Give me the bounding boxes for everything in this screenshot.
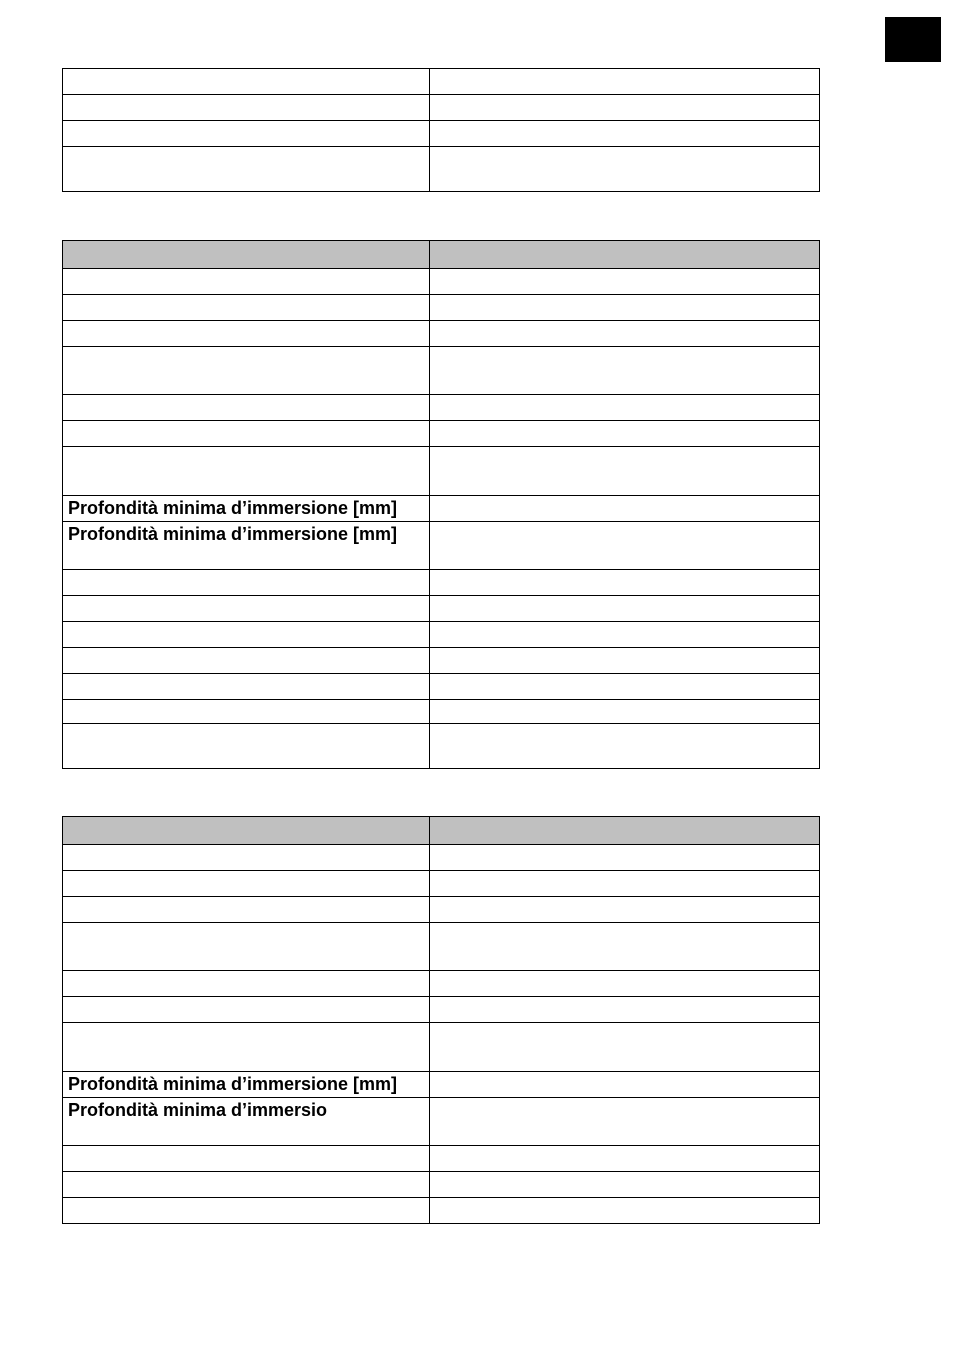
table-header-row [63,241,820,269]
table-cell [63,447,430,496]
table-cell [430,295,820,321]
table-cell [430,596,820,622]
table-cell [430,674,820,700]
table-row [63,724,820,769]
table-cell [430,648,820,674]
table-cell [430,447,820,496]
table-cell [63,347,430,395]
table-cell [430,69,820,95]
table-cell [63,95,430,121]
table-header-cell [430,241,820,269]
table-cell [63,674,430,700]
table-cell [63,871,430,897]
table-cell: Profondità minima d’immersione [mm] [63,522,430,570]
table-cell [430,147,820,192]
table-cell [63,997,430,1023]
table-cell [63,295,430,321]
table-cell [63,321,430,347]
table-cell [430,321,820,347]
table-row [63,971,820,997]
table-cell [63,421,430,447]
table-cell: Profondità minima d’immersione [mm] [63,1072,430,1098]
table-row [63,395,820,421]
table-row [63,871,820,897]
table-cell [430,897,820,923]
table-cell [63,1023,430,1072]
spec-table-2 [62,240,820,769]
table-cell [430,845,820,871]
table-cell [430,1072,820,1098]
table-cell: Profondità minima d’immersione [mm] [63,496,430,522]
table-cell [63,395,430,421]
table-cell [430,522,820,570]
table-row [63,421,820,447]
table-cell [430,997,820,1023]
table-row [63,321,820,347]
table-cell [63,1146,430,1172]
table-row [63,845,820,871]
table-header-cell [63,241,430,269]
table-cell [63,1172,430,1198]
table-row [63,147,820,192]
table-row [63,700,820,724]
table-row [63,1146,820,1172]
table-row [63,447,820,496]
table-cell [63,622,430,648]
table-cell [430,496,820,522]
table-cell [430,700,820,724]
table-cell [63,121,430,147]
spec-table-3 [62,816,820,1224]
table-row [63,295,820,321]
table-row [63,121,820,147]
table-row [63,674,820,700]
table-cell [63,269,430,295]
table-row [63,622,820,648]
table-row [63,648,820,674]
table-cell [430,421,820,447]
table-cell [430,1172,820,1198]
table-cell [63,923,430,971]
table-cell [63,69,430,95]
table-row [63,1072,820,1098]
table-row [63,923,820,971]
spec-table-1 [62,68,820,192]
table-cell [430,121,820,147]
table-cell [430,570,820,596]
table-cell [63,845,430,871]
table-cell [63,700,430,724]
table-cell [430,971,820,997]
table-cell [430,395,820,421]
table-cell [63,596,430,622]
table-cell [430,724,820,769]
table-header-cell [63,817,430,845]
table-cell [63,897,430,923]
table-cell [63,724,430,769]
table-row [63,897,820,923]
table-cell [63,570,430,596]
table-row [63,522,820,570]
table-cell [430,347,820,395]
table-cell [430,1023,820,1072]
table-row [63,269,820,295]
table-cell [63,1198,430,1224]
table-row [63,1198,820,1224]
table-cell [430,1098,820,1146]
table-cell [430,923,820,971]
table-cell [63,971,430,997]
table-row [63,997,820,1023]
table-row [63,1023,820,1072]
table-cell [63,648,430,674]
table-cell [430,1198,820,1224]
table-header-cell [430,817,820,845]
table-cell [430,622,820,648]
table-row [63,1172,820,1198]
table-row [63,570,820,596]
table-row [63,69,820,95]
page-tab-marker [885,17,941,62]
table-cell: Profondità minima d’immersio [63,1098,430,1146]
table-header-row [63,817,820,845]
table-row [63,496,820,522]
table-cell [430,269,820,295]
table-row [63,1098,820,1146]
table-row [63,347,820,395]
table-cell [430,871,820,897]
table-cell [430,1146,820,1172]
table-cell [63,147,430,192]
table-row [63,95,820,121]
table-row [63,596,820,622]
table-cell [430,95,820,121]
